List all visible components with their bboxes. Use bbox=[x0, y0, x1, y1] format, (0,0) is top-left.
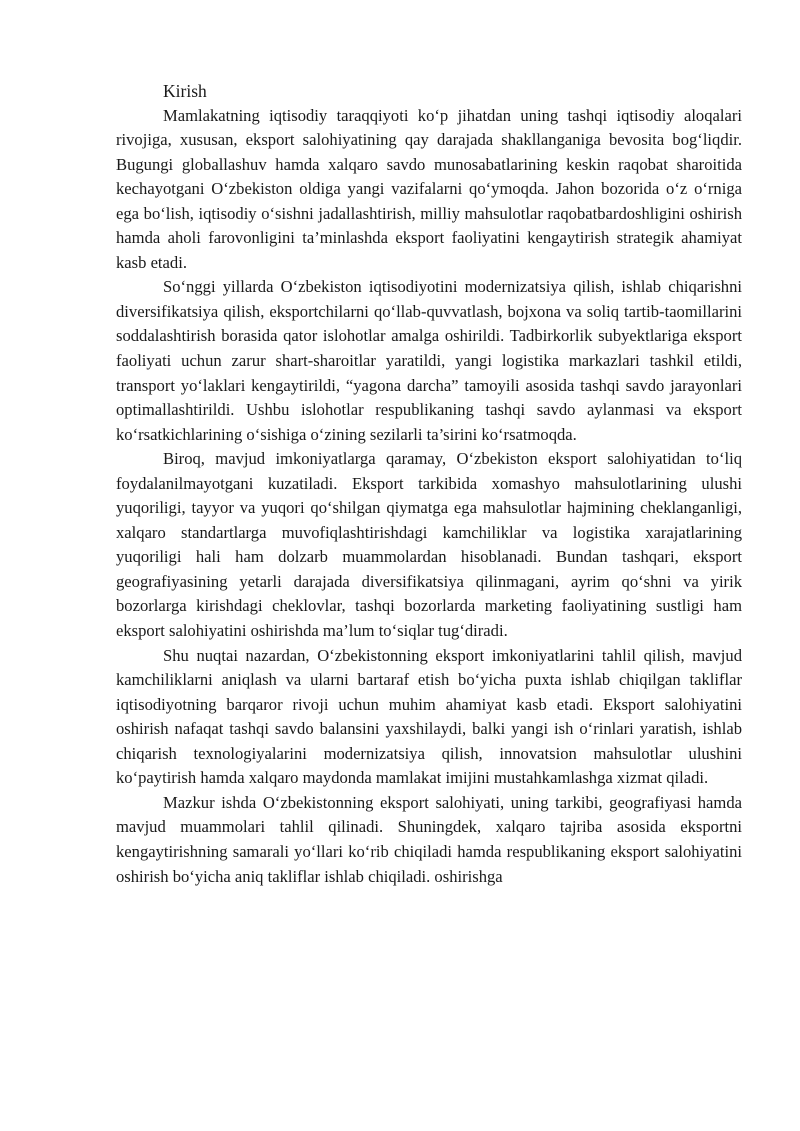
paragraph-2: So‘nggi yillarda O‘zbekiston iqtisodiyotini modernizatsiya qilish, ishlab chiqarishni diversifikatsiya qilish, eksportchilarni qo‘llab-quvvatlash, bojxona va soliq tartib-taomillarini soddalashtirish borasida qator islohotlar amalga oshirildi. Tadbirkorlik subyektlariga eksport faoliyati uchun zarur shart-sharoitlar yaratildi, yangi logistika markazlari tashkil etildi, transport yo‘laklari kengaytirildi, “yagona darcha” tamoyili asosida tashqi savdo jarayonlari optimallashtirildi. Ushbu islohotlar respublikaning tashqi savdo aylanmasi va eksport ko‘rsatkichlarining o‘sishiga o‘zining sezilarli ta’sirini ko‘rsatmoqda. bbox=[116, 277, 742, 444]
section-heading: Kirish bbox=[163, 81, 207, 101]
paragraph-4: Shu nuqtai nazardan, O‘zbekistonning eksport imkoniyatlarini tahlil qilish, mavjud kamchiliklarni aniqlash va ularni bartaraf etish bo‘yicha puxta ishlab chiqilgan takliflar iqtisodiyotning barqaror rivoji uchun muhim ahamiyat kasb etadi. Eksport salohiyatini oshirish nafaqat tashqi savdo balansini yaxshilaydi, balki yangi ish o‘rinlari yaratish, ishlab chiqarish texnologiyalarini modernizatsiya qilish, innovatsion mahsulotlar ulushini ko‘paytirish hamda xalqaro maydonda mamlakat imijini mustahkamlashga xizmat qiladi. bbox=[116, 645, 742, 788]
paragraph-5: Mazkur ishda O‘zbekistonning eksport salohiyati, uning tarkibi, geografiyasi hamda mavjud muammolari tahlil qilinadi. Shuningdek, xalqaro tajriba asosida eksportni kengaytirishning samarali yo‘llari ko‘rib chiqiladi hamda respublikaning eksport salohiyatini oshirish bo‘yicha aniq takliflar ishlab chiqiladi. oshirishga bbox=[116, 792, 742, 886]
document-page bbox=[116, 79, 742, 889]
paragraph-3: Biroq, mavjud imkoniyatlarga qaramay, O‘zbekiston eksport salohiyatidan to‘liq foydalanilmayotgani kuzatiladi. Eksport tarkibida xomashyo mahsulotlarining ulushi yuqoriligi, tayyor va yuqori qo‘shilgan qiymatga ega mahsulotlar hajmining cheklanganligi, xalqaro standartlarga muvofiqlashtirishdagi kamchiliklar va logistika xarajatlarining yuqoriligi hali ham dolzarb muammolardan hisoblanadi. Bundan tashqari, eksport geografiyasining yetarli darajada diversifikatsiya qilinmagani, ayrim qo‘shni va yirik bozorlarga kirishdagi cheklovlar, tashqi bozorlarda marketing faoliyatining sustligi ham eksport salohiyatini oshirishda ma’lum to‘siqlar tug‘diradi. bbox=[116, 449, 742, 641]
paragraph-1: Mamlakatning iqtisodiy taraqqiyoti ko‘p jihatdan uning tashqi iqtisodiy aloqalari rivojiga, xususan, eksport salohiyatining qay darajada shakllanganiga bevosita bog‘liqdir. Bugungi globallashuv hamda xalqaro savdo munosabatlarining keskin raqobat sharoitida kechayotgani O‘zbekiston oldiga yangi vazifalarni qo‘ymoqda. Jahon bozorida o‘z o‘rniga ega bo‘lish, iqtisodiy o‘sishni jadallashtirish, milliy mahsulotlar raqobatbardoshligini oshirish hamda aholi farovonligini ta’minlashda eksport faoliyatini kengaytirish strategik ahamiyat kasb etadi. bbox=[116, 105, 742, 272]
